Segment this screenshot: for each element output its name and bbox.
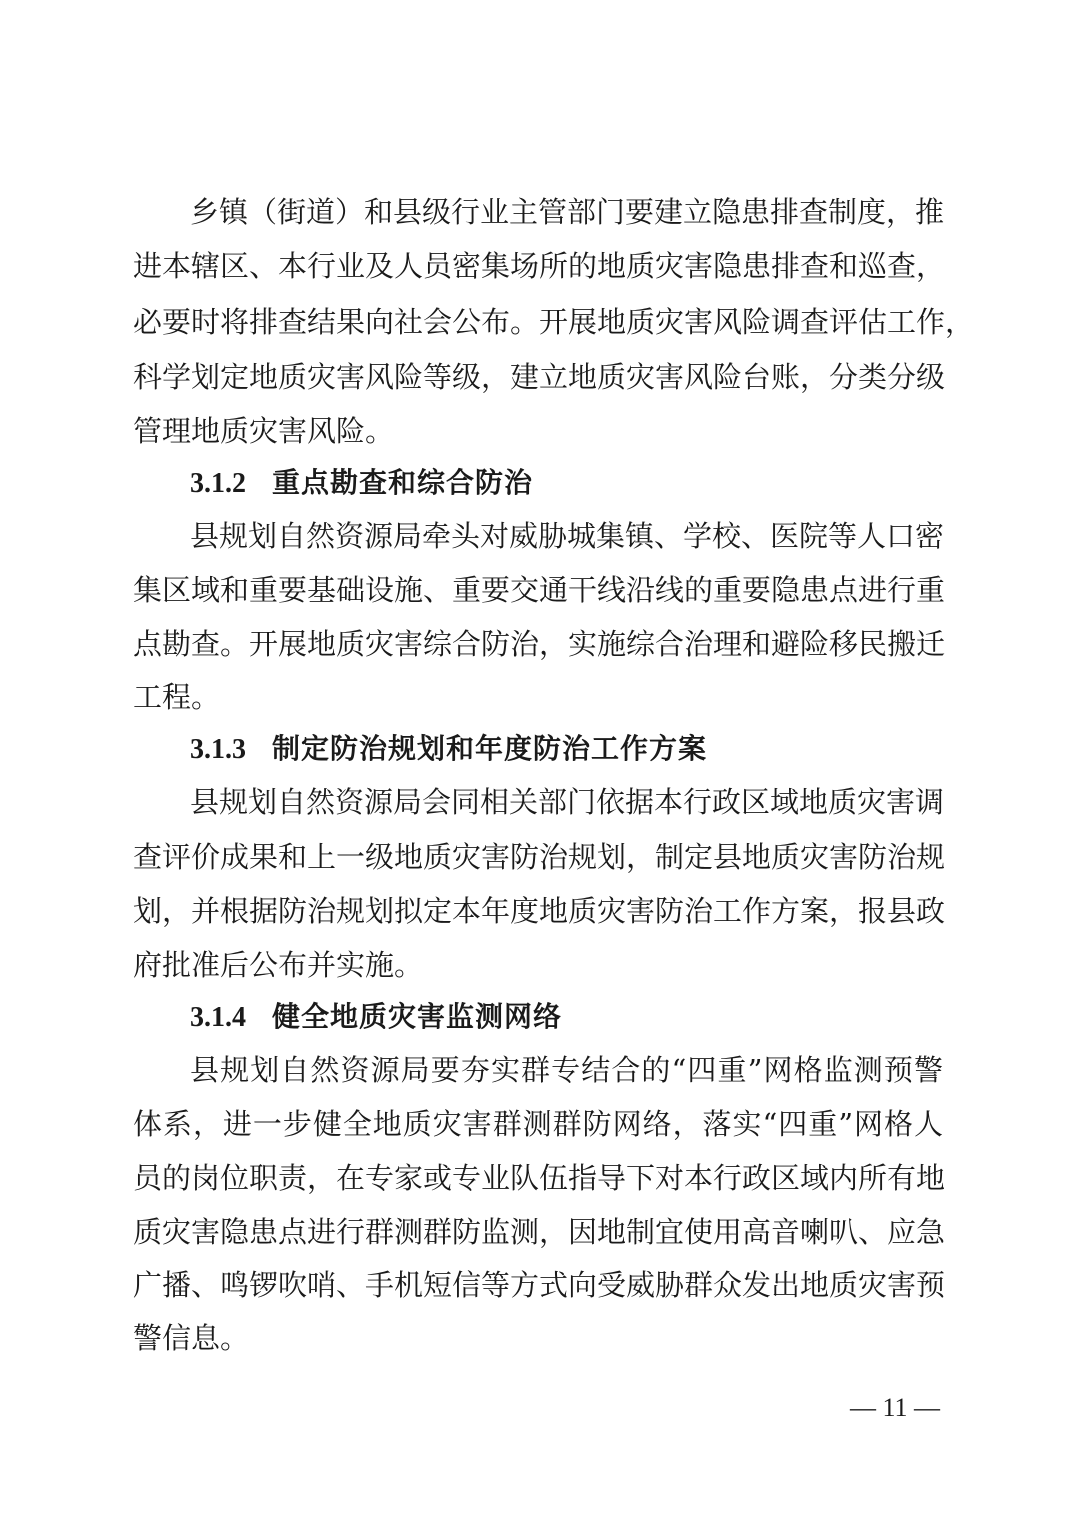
- section-number: 3.1.3: [190, 734, 246, 765]
- paragraph-1-line-3: 必要时将排查结果向社会公布。开展地质灾害风险调查评估工作，: [133, 305, 975, 339]
- paragraph-2-line-3: 点勘查。开展地质灾害综合防治，实施综合治理和避险移民搬迁: [133, 627, 946, 661]
- section-number: 3.1.2: [190, 468, 246, 499]
- paragraph-3-line-4: 府批准后公布并实施。: [133, 948, 424, 982]
- section-number: 3.1.4: [190, 1002, 246, 1033]
- section-heading-3-1-4: [190, 990, 562, 1044]
- paragraph-4-line-5: 广播、鸣锣吹哨、手机短信等方式向受威胁群众发出地质灾害预: [133, 1268, 946, 1302]
- paragraph-2-line-4: 工程。: [133, 680, 221, 714]
- paragraph-1-line-2: 进本辖区、本行业及人员密集场所的地质灾害隐患排查和巡查，: [133, 249, 946, 283]
- section-title: 制定防治规划和年度防治工作方案: [272, 732, 708, 765]
- paragraph-1-line-5: 管理地质灾害风险。: [133, 414, 395, 448]
- section-title: 健全地质灾害监测网络: [272, 1000, 563, 1033]
- paragraph-4-line-1: 县规划自然资源局要夯实群专结合的“四重”网格监测预警: [190, 1053, 943, 1087]
- section-heading-3-1-2: [190, 456, 533, 510]
- section-title: 重点勘查和综合防治: [272, 466, 534, 499]
- paragraph-1-line-4: 科学划定地质灾害风险等级，建立地质灾害风险台账，分类分级: [133, 360, 946, 394]
- paragraph-4-line-4: 质灾害隐患点进行群测群防监测，因地制宜使用高音喇叭、应急: [133, 1215, 946, 1249]
- paragraph-3-line-2: 查评价成果和上一级地质灾害防治规划，制定县地质灾害防治规: [133, 840, 946, 874]
- paragraph-1-line-1: 乡镇（街道）和县级行业主管部门要建立隐患排查制度，推: [190, 195, 945, 229]
- paragraph-3-line-3: 划，并根据防治规划拟定本年度地质灾害防治工作方案，报县政: [133, 894, 946, 928]
- paragraph-4-line-6: 警信息。: [133, 1321, 250, 1355]
- paragraph-4-line-3: 员的岗位职责，在专家或专业队伍指导下对本行政区域内所有地: [133, 1161, 946, 1195]
- paragraph-2-line-1: 县规划自然资源局牵头对威胁城集镇、学校、医院等人口密: [190, 519, 945, 553]
- page-number: — 11 —: [849, 1393, 941, 1422]
- paragraph-2-line-2: 集区域和重要基础设施、重要交通干线沿线的重要隐患点进行重: [133, 573, 946, 607]
- section-heading-3-1-3: [190, 722, 707, 776]
- paragraph-3-line-1: 县规划自然资源局会同相关部门依据本行政区域地质灾害调: [190, 785, 945, 819]
- paragraph-4-line-2: 体系，进一步健全地质灾害群测群防网络，落实“四重”网格人: [133, 1107, 943, 1141]
